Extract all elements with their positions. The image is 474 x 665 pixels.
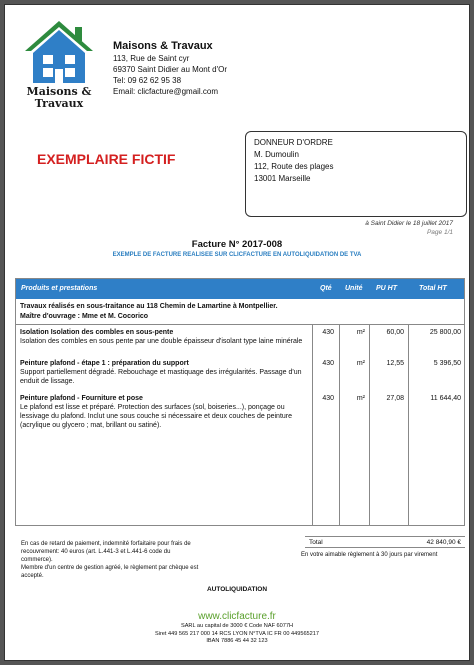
- footer: [5, 611, 469, 646]
- logo-text-2: Travaux: [34, 97, 84, 109]
- invoice-subtitle: EXEMPLE DE FACTURE REALISEE SUR CLICFACTURE EN AUTOLIQUIDATION DE TVA: [112, 252, 362, 258]
- table-intro: [16, 299, 464, 325]
- row-description: [20, 359, 304, 386]
- header-total: Total HT: [419, 285, 447, 292]
- row-detail: Le plafond est lisse et préparé. Protection des surfaces (sol, boiseries...), ponçage ou lessivage du plafond. Inclut une sous couche si nécessaire et deux couches de peinture (acrylique ou glycero ; mat, brillant ou satiné).: [20, 404, 293, 429]
- row-unit-price: 60,00: [386, 329, 404, 336]
- late-payment-text: En cas de retard de paiement, indemnité forfaitaire pour frais de recouvrement: 40 euros (art. L.441-3 et L.441-6 code du commerce).: [21, 541, 191, 563]
- company-phone: Tel: 09 62 62 95 38: [113, 76, 182, 85]
- header-description: Produits et prestations: [21, 285, 98, 292]
- row-title: Isolation Isolation des combles en sous-pente: [20, 329, 174, 336]
- row-detail: Isolation des combles en sous pente par une double épaisseur d'isolant type laine minérale: [20, 338, 303, 345]
- company-info: [113, 41, 227, 97]
- fictitious-watermark: EXEMPLAIRE FICTIF: [37, 151, 176, 167]
- payment-note: En votre aimable règlement à 30 jours par virement: [301, 552, 438, 558]
- row-unit: m²: [356, 329, 365, 336]
- company-address2: 69370 Saint Didier au Mont d'Or: [113, 65, 228, 74]
- header-qty: Qté: [320, 285, 332, 292]
- footer-line-2: Siret 449 565 217 000 14 RCS LYON N°TVA IC FR 00 449565217: [154, 630, 320, 637]
- row-unit: m²: [356, 360, 365, 367]
- row-detail: Support partiellement dégradé. Rebouchage et mastiquage des irrégularités. Passage d'un enduit de lissage.: [20, 369, 302, 385]
- intro-line-1: Travaux réalisés en sous-traitance au 118 Chemin de Lamartine à Montpellier.: [20, 303, 278, 310]
- client-name: M. Dumoulin: [254, 150, 299, 159]
- items-table: [15, 278, 465, 526]
- column-divider: [369, 299, 370, 525]
- invoice-page: [4, 4, 470, 661]
- totals-section: [15, 530, 465, 586]
- client-street: 112, Route des plages: [254, 162, 334, 171]
- row-qty: 430: [322, 395, 334, 402]
- website-link[interactable]: www.clicfacture.fr: [198, 611, 276, 622]
- total-line: [305, 536, 465, 548]
- footer-line-3: IBAN 7886 45 44 32 123: [206, 638, 268, 644]
- header-unit-price: PU HT: [376, 285, 397, 292]
- total-label: Total: [309, 539, 323, 546]
- header-unit: Unité: [345, 285, 363, 292]
- logo-text-1: Maisons &: [26, 85, 92, 98]
- invoice-title: Facture N° 2017-008: [191, 239, 283, 250]
- date-block: [365, 219, 453, 237]
- company-name: Maisons & Travaux: [113, 40, 213, 52]
- client-address-box: [245, 131, 467, 217]
- column-divider: [339, 299, 340, 525]
- row-unit-price: 12,55: [386, 360, 404, 367]
- row-unit-price: 27,08: [386, 395, 404, 402]
- company-email: Email: clicfacture@gmail.com: [113, 87, 219, 96]
- row-title: Peinture plafond - Fourniture et pose: [20, 395, 143, 402]
- row-unit: m²: [356, 395, 365, 402]
- row-description: [20, 328, 304, 346]
- row-total: 5 396,50: [433, 360, 461, 367]
- invoice-date: à Saint Didier le 18 juillet 2017: [365, 220, 453, 227]
- page-number: Page 1/1: [426, 229, 453, 236]
- column-divider: [312, 299, 313, 525]
- approved-center-text: Membre d'un centre de gestion agréé, le règlement par chèque est accepté.: [21, 565, 199, 579]
- row-total: 25 800,00: [429, 329, 461, 336]
- client-label: DONNEUR D'ORDRE: [254, 138, 333, 147]
- total-value: 42 840,90 €: [426, 539, 461, 546]
- footer-line-1: SARL au capital de 3000 € Code NAF 6077H: [180, 623, 294, 629]
- row-description: [20, 394, 304, 430]
- row-qty: 430: [322, 360, 334, 367]
- payment-terms: [21, 540, 201, 580]
- client-city: 13001 Marseille: [254, 174, 311, 183]
- row-qty: 430: [322, 329, 334, 336]
- intro-line-2: Maître d'ouvrage : Mme et M. Cocorico: [20, 313, 149, 320]
- company-address1: 113, Rue de Saint cyr: [113, 54, 190, 63]
- autoliquidation-label: AUTOLIQUIDATION: [206, 586, 268, 593]
- column-divider: [408, 299, 409, 525]
- table-header: [16, 279, 464, 299]
- row-title: Peinture plafond - étape 1 : préparation du support: [20, 360, 189, 367]
- row-total: 11 644,40: [430, 395, 461, 402]
- company-logo: [19, 17, 99, 109]
